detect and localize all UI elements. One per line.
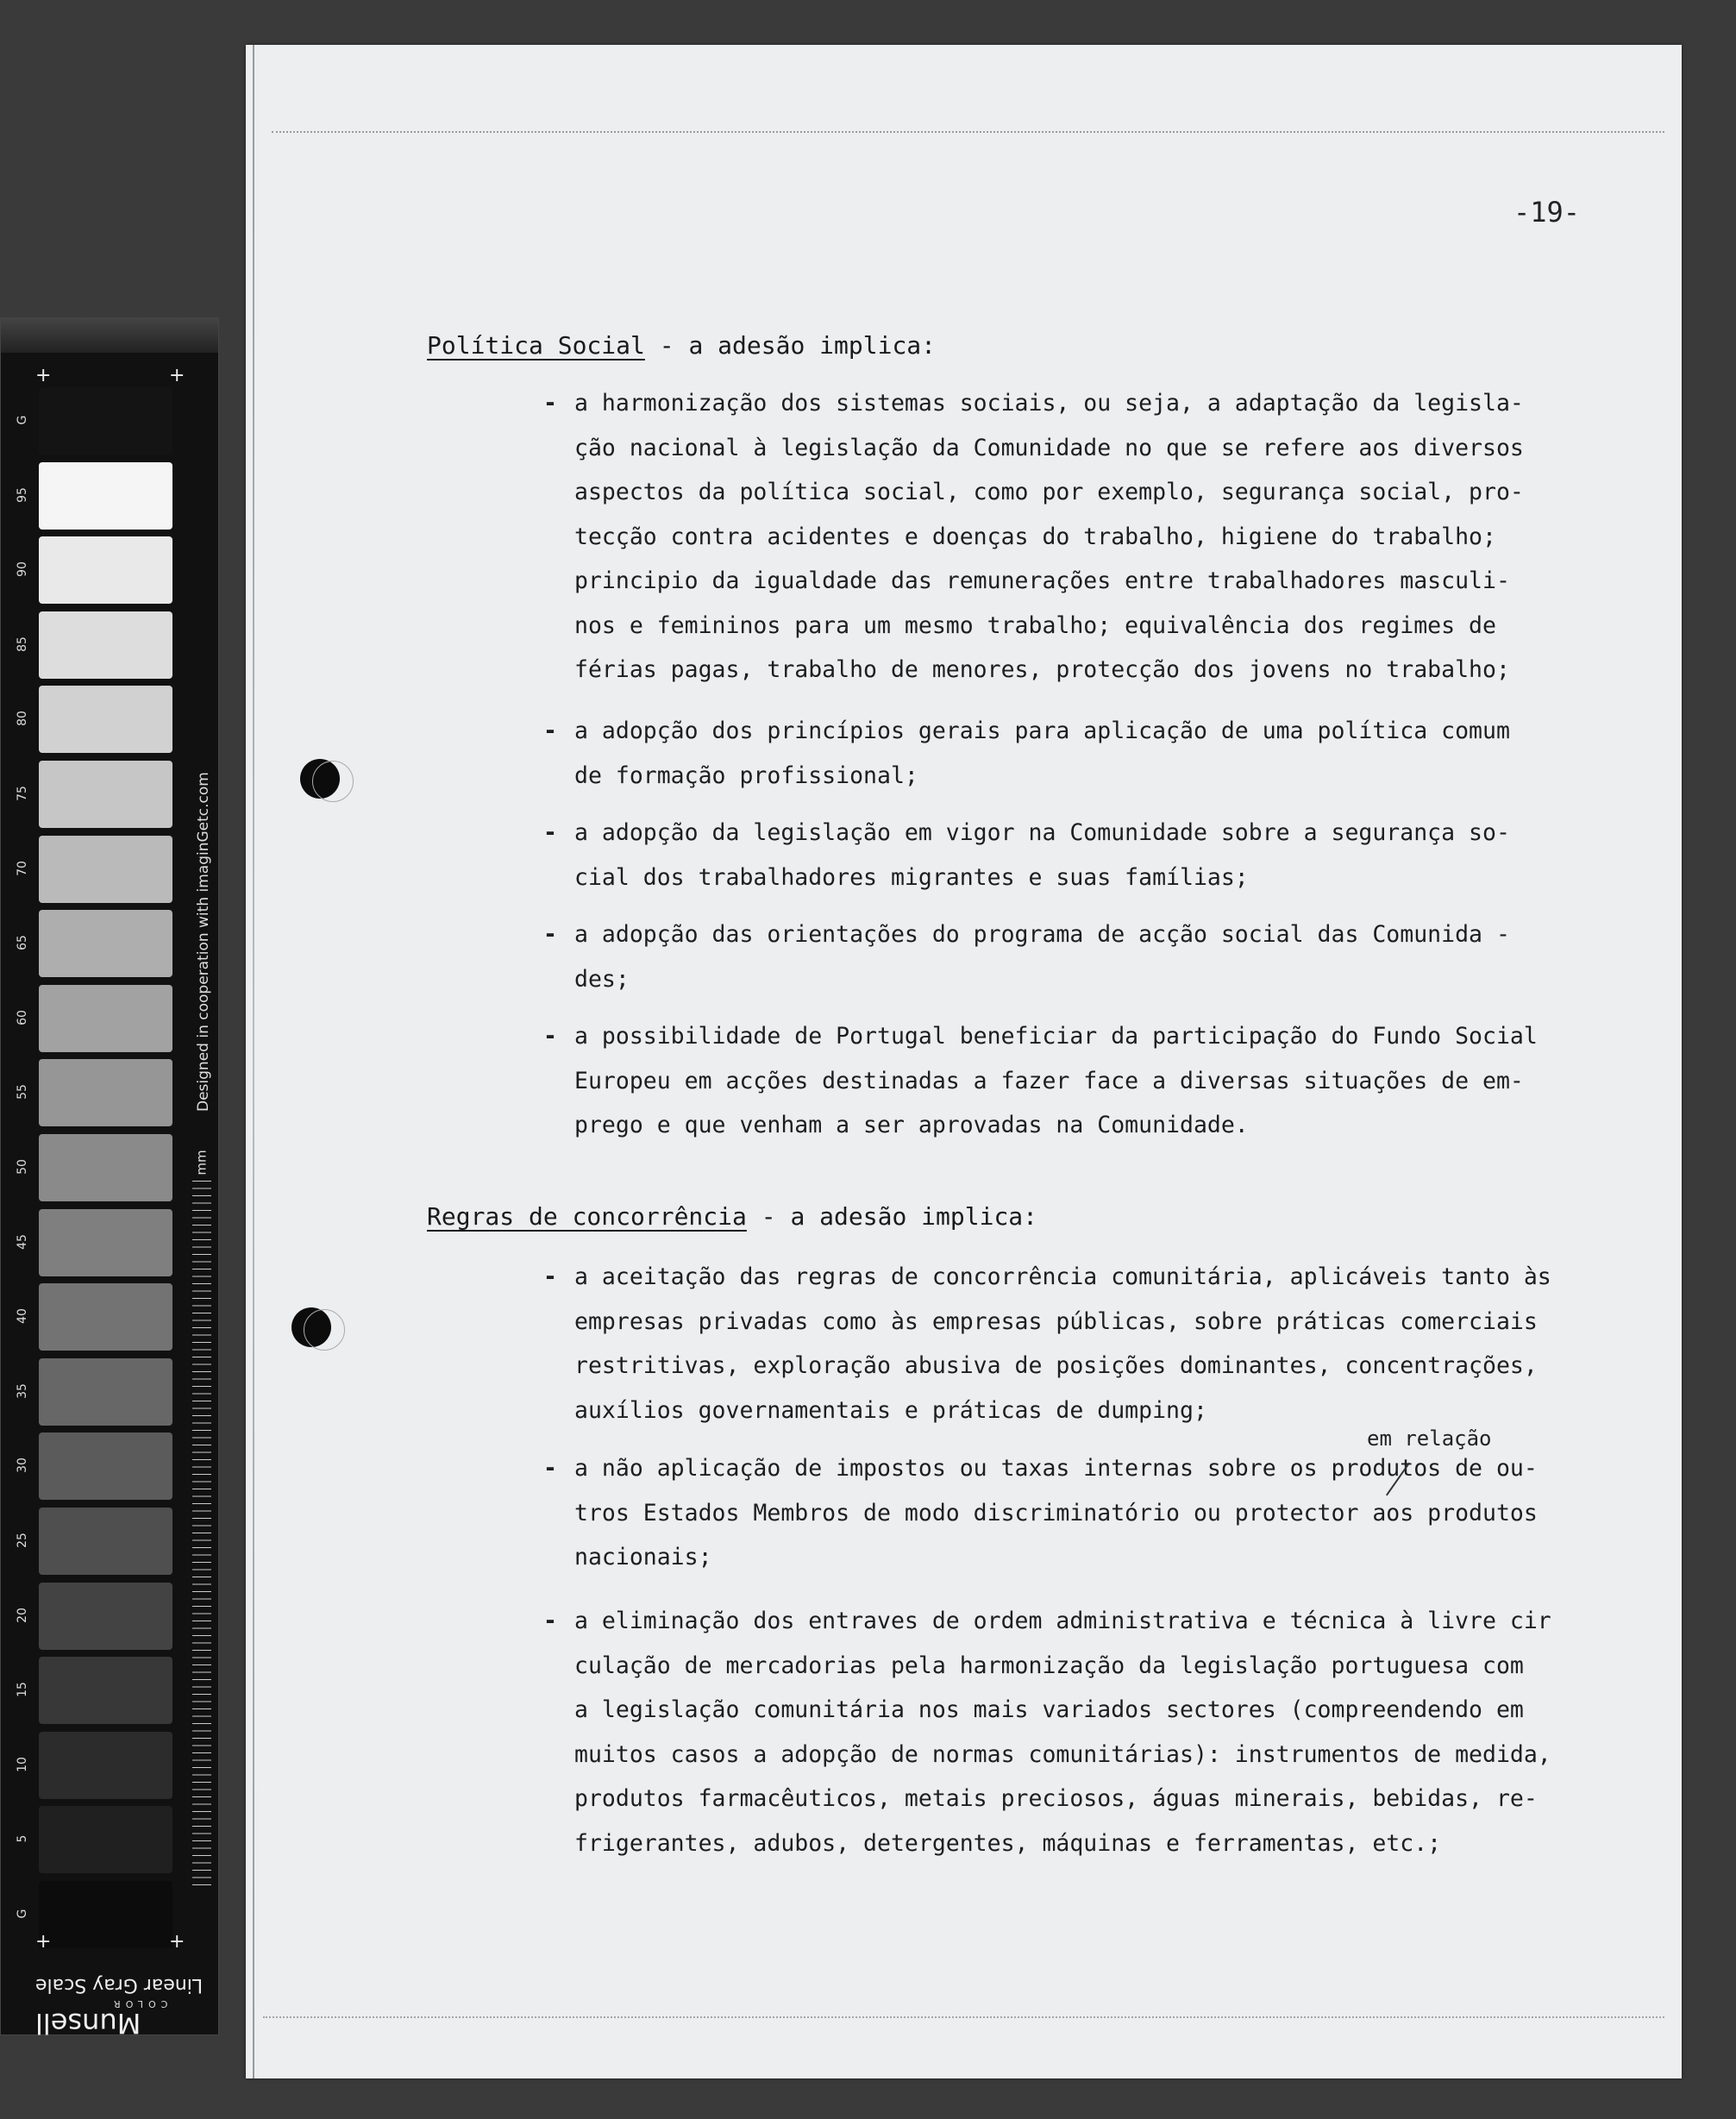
bullet-text: a possibilidade de Portugal beneficiar da participação do Fundo Social Europeu em acções destinadas a fazer face a diversas situações de em- prego e que venham a ser aprovadas na Comunidade. xyxy=(574,1023,1538,1138)
bullet-text: a adopção das orientações do programa de acção social das Comunida - des; xyxy=(574,921,1510,993)
munsell-brand: Munsell xyxy=(35,2007,141,2040)
gray-patch xyxy=(39,910,172,977)
gray-patch xyxy=(39,1358,172,1426)
gray-patch-label: 10 xyxy=(16,1756,29,1772)
gray-patch xyxy=(39,387,172,455)
gray-patch-label: 95 xyxy=(16,486,29,503)
mm-ruler xyxy=(192,1181,211,1888)
gray-patch-label: G xyxy=(16,415,29,425)
top-rule xyxy=(272,131,1664,133)
gray-patch xyxy=(39,611,172,679)
bullet-text: a não aplicação de impostos ou taxas internas sobre os produtos de ou- tros Estados Membros de modo discriminatório ou protector aos produtos nacionais; xyxy=(574,1455,1538,1570)
bullet-item xyxy=(543,1446,1561,1580)
gray-patch xyxy=(39,1806,172,1873)
gray-patch xyxy=(39,536,172,604)
gray-patch-label: 20 xyxy=(16,1607,29,1623)
interlinear-note: em relação xyxy=(1367,1426,1492,1451)
gray-patch xyxy=(39,1881,172,1948)
gray-patch xyxy=(39,1059,172,1126)
section-heading-social xyxy=(427,331,936,360)
bullet-mark: - xyxy=(543,1608,557,1634)
gray-patch-label: 65 xyxy=(16,935,29,951)
gray-patch-label: 90 xyxy=(16,561,29,578)
gray-patch-label: 15 xyxy=(16,1682,29,1698)
bullet-item xyxy=(543,1014,1561,1148)
heading-title: Política Social xyxy=(427,331,645,360)
bullet-mark: - xyxy=(543,921,557,948)
gray-patch xyxy=(39,985,172,1052)
gray-patch-label: 70 xyxy=(16,860,29,876)
gray-patch-label: 60 xyxy=(16,1009,29,1025)
plus-mark: + xyxy=(169,1931,185,1953)
gray-patch xyxy=(39,1134,172,1201)
gray-patch-label: 85 xyxy=(16,636,29,652)
document-page xyxy=(246,45,1682,2078)
bottom-rule xyxy=(263,2016,1664,2018)
gray-scale-card xyxy=(0,317,219,2040)
bullet-text: a aceitação das regras de concorrência comunitária, aplicáveis tanto às empresas privadas como às empresas públicas, sobre práticas comerciais restritivas, exploração abusiva de posições dominantes, concentrações, auxílios governamentais e práticas de dumping; xyxy=(574,1263,1551,1424)
bullet-item xyxy=(543,709,1561,798)
bullet-item xyxy=(543,912,1561,1001)
bullet-text: a harmonização dos sistemas sociais, ou seja, a adaptação da legisla- ção nacional à legislação da Comunidade no que se refere aos diversos aspectos da política social, como por exemplo, segurança social, pro- tecção contra acidentes e doenças do trabalho, higiene do trabalho; principio da igualdade das remunerações entre trabalhadores masculi- nos e femininos para um mesmo trabalho; equivalência dos regimes de férias pagas, trabalho de menores, protecção dos jovens no trabalho; xyxy=(574,390,1524,683)
bullet-text: a eliminação dos entraves de ordem administrativa e técnica à livre cir culação de mercadorias pela harmonização da legislação portuguesa com a legislação comunitária nos mais variados sectores (compreendendo em muitos casos a adopção de normas comunitárias): instrumentos de medida, produtos farmacêuticos, metais preciosos, águas minerais, bebidas, re- frigerantes, adubos, detergentes, máquinas e ferramentas, etc.; xyxy=(574,1608,1551,1857)
bullet-mark: - xyxy=(543,718,557,744)
punch-hole xyxy=(291,1307,331,1347)
card-credit: Designed in cooperation with imaginGetc.com xyxy=(195,772,212,1112)
plus-mark: + xyxy=(169,365,185,386)
gray-patch-label: 35 xyxy=(16,1382,29,1399)
bullet-text: a adopção da legislação em vigor na Comunidade sobre a segurança so- cial dos trabalhadores migrantes e suas famílias; xyxy=(574,819,1510,891)
gray-patch xyxy=(39,761,172,828)
gray-patch-label: 25 xyxy=(16,1533,29,1548)
gray-patch-label: G xyxy=(16,1909,29,1919)
bullet-mark: - xyxy=(543,1455,557,1482)
plus-mark: + xyxy=(35,365,52,386)
bullet-item xyxy=(543,1255,1561,1433)
plus-mark: + xyxy=(35,1931,52,1953)
gray-patch xyxy=(39,1209,172,1276)
gray-scale-name: Linear Gray Scale xyxy=(35,1974,204,1996)
bullet-mark: - xyxy=(543,1263,557,1290)
gray-patch xyxy=(39,836,172,903)
gray-patch xyxy=(39,462,172,530)
munsell-brand-sub: COLOR xyxy=(109,1998,168,2009)
gray-patch-label: 30 xyxy=(16,1458,29,1474)
page-number: -19- xyxy=(1513,196,1580,229)
gray-patch-label: 50 xyxy=(16,1159,29,1175)
bullet-item xyxy=(543,811,1561,900)
gray-patch-label: 55 xyxy=(16,1084,29,1100)
gray-patch xyxy=(39,1732,172,1799)
gray-patch xyxy=(39,686,172,753)
gray-patch-label: 40 xyxy=(16,1308,29,1325)
gray-patch-label: 45 xyxy=(16,1233,29,1250)
bullet-text: a adopção dos princípios gerais para aplicação de uma política comum de formação profissional; xyxy=(574,718,1510,789)
gray-patch xyxy=(39,1657,172,1724)
gray-patch xyxy=(39,1433,172,1500)
gray-patch-label: 80 xyxy=(16,711,29,727)
heading-tail: - a adesão implica: xyxy=(644,331,937,360)
heading-title: Regras de concorrência xyxy=(427,1202,747,1231)
mm-label: mm xyxy=(193,1150,210,1175)
gray-patch xyxy=(39,1508,172,1575)
bullet-item xyxy=(543,381,1561,693)
gray-patch xyxy=(39,1283,172,1351)
gray-patch-label: 5 xyxy=(16,1834,29,1843)
bullet-mark: - xyxy=(543,819,557,846)
bullet-item xyxy=(543,1599,1561,1865)
bullet-mark: - xyxy=(543,390,557,417)
punch-hole xyxy=(300,759,340,799)
gray-patch-label: 75 xyxy=(16,786,29,801)
heading-tail: - a adesão implica: xyxy=(746,1202,1038,1231)
bullet-mark: - xyxy=(543,1023,557,1050)
gray-patch xyxy=(39,1583,172,1650)
section-heading-competition xyxy=(427,1202,1037,1231)
